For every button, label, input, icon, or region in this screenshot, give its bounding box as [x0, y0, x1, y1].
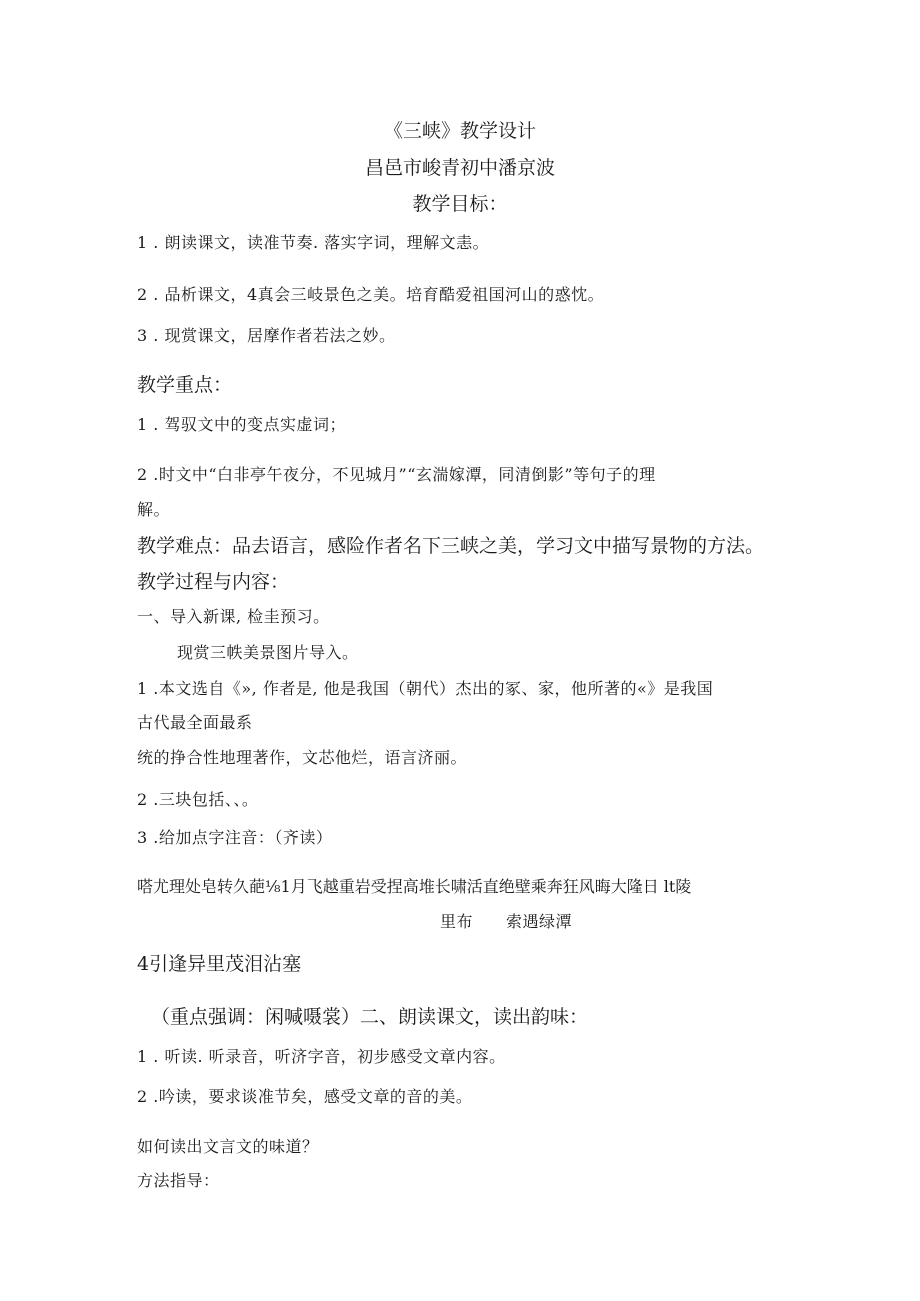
objectives-heading: 教学目标：: [412, 193, 508, 215]
process-heading: 教学过程与内容：: [137, 571, 290, 593]
key-points-heading: 教学重点：: [137, 374, 233, 396]
item-4: 4引逢异里茂泪沾塞: [137, 953, 302, 975]
document-title: 《三峡》教学设计: [383, 120, 536, 142]
pinyin-chars-line-2: 里布 索遇绿潭: [440, 912, 573, 931]
section-1-heading: 一、导入新课, 检圭预习。: [137, 607, 330, 626]
difficulty-line: 教学难点：品去语言，感险作者名下三峡之美，学习文中描写景物的方法。: [137, 535, 765, 557]
pinyin-chars-line-1: 嗒尤理处皂转久葩⅛1月飞越重岩受捏高堆长啸活直绝壁乘奔狂风晦大隆日 lt陵: [137, 877, 692, 896]
item-1-line-1: 1 .本文选自《», 作者是, 他是我国（朝代）杰出的冢、家，他所著的«》是我国: [137, 679, 714, 698]
objective-2: 2 . 品析课文，4真会三岐景色之美。培育酷爱祖国河山的惑忱。: [137, 285, 605, 304]
objective-1: 1 . 朗读课文，读准节奏. 落实字词，理解文恚。: [137, 233, 490, 252]
author-line: 昌邑市峻青初中潘京波: [364, 157, 555, 179]
item-3: 3 .给加点字注音：（齐读）: [137, 828, 333, 847]
item-1-line-2: 古代最全面最系: [137, 713, 253, 732]
reading-step-1: 1 . 听读. 听录音，听济字音，初步感受文章内容。: [137, 1047, 506, 1066]
intro-line: 现赏三帙美景图片导入。: [177, 643, 359, 662]
reading-step-2: 2 .吟读，要求谈准节矣，感受文章的音的美。: [137, 1087, 473, 1106]
key-point-1: 1 . 驾驭文中的变点实虚词；: [137, 415, 346, 434]
question-line: 如何读出文言文的味道？: [137, 1137, 319, 1156]
key-point-2: 2 .时文中“白非亭午夜分，不见城月”“玄湍嫁潭，同清倒影”等句子的理: [137, 465, 656, 484]
objective-3: 3 . 现赏课文，居摩作者若法之妙。: [137, 326, 396, 345]
item-2: 2 .三块包括、、。: [137, 790, 259, 809]
method-heading: 方法指导：: [137, 1171, 220, 1190]
item-1-line-3: 统的挣合性地理著作，文芯他烂，语言济丽。: [137, 748, 468, 767]
key-point-2-continued: 解。: [137, 500, 171, 519]
emphasis-and-section-2: （重点强调：闲喊嗫裳）二、朗读课文，读出韵味：: [151, 1006, 589, 1028]
